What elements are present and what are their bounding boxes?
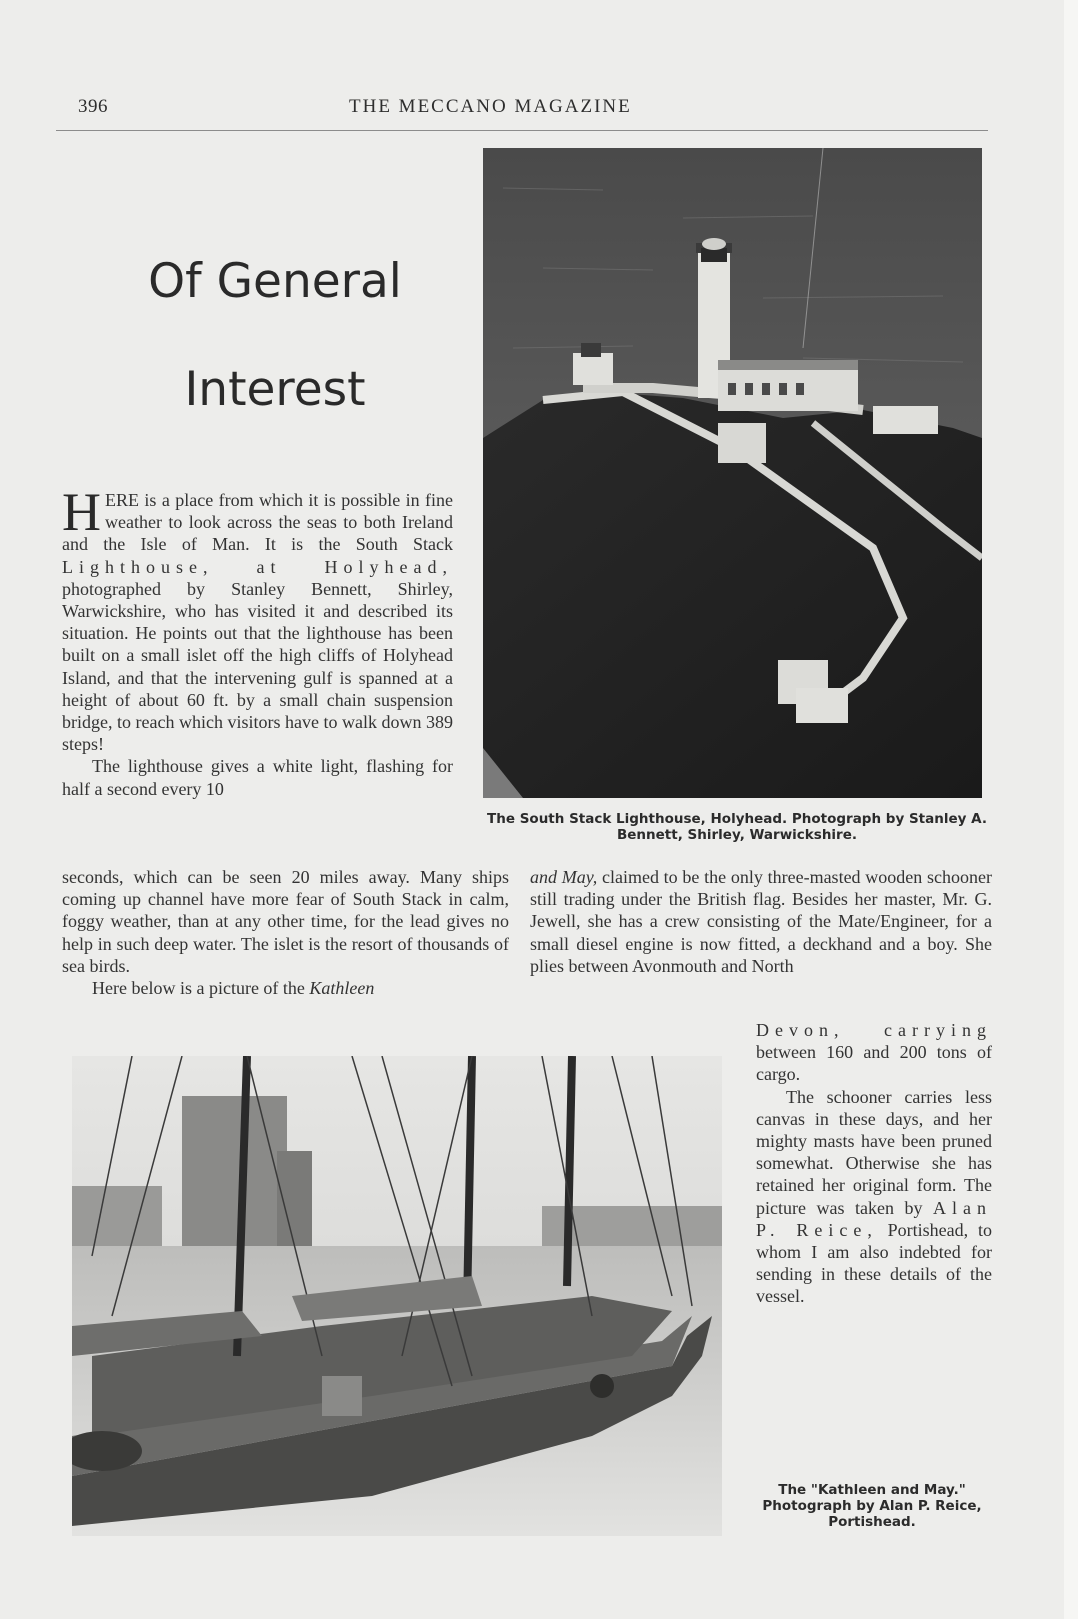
page-header xyxy=(0,96,1078,124)
text-column-upper xyxy=(62,482,453,800)
article-title xyxy=(60,228,490,444)
schooner-photo xyxy=(72,1056,722,1536)
col3-text: between 160 and 200 tons of cargo. xyxy=(756,1042,992,1085)
col3-spaced: Devon, carrying xyxy=(756,1020,992,1040)
lighthouse-photo xyxy=(483,148,982,798)
schooner-caption-line3: Portishead. xyxy=(828,1514,916,1530)
page-number: 396 xyxy=(78,96,108,117)
article-title-line2: Interest xyxy=(184,362,366,417)
para1-end: photographed by Stanley Bennett, Shirley, Warwickshire, who has visited it and described its situation. He points out that the lighthouse has been built on a small islet off the high cliffs of Holyhead Island, and that the intervening gulf is spanned at a height of about 60 ft. by a small chain suspension bridge, to reach which visitors have to walk down 389 steps! xyxy=(62,578,453,755)
text-column-right xyxy=(530,866,992,977)
para3-text: Here below is a picture of the xyxy=(92,978,310,999)
para1-spaced: Lighthouse, at Holyhead, xyxy=(62,556,453,577)
col3-end: Portishead, to whom I am also indebted for sending in these details of the vessel. xyxy=(756,1219,992,1307)
col2-italic: and May, xyxy=(530,867,598,887)
header-rule xyxy=(56,130,988,131)
col3-spaced2: Alan P. Reice, xyxy=(756,1197,992,1240)
text-column-narrow xyxy=(756,1019,992,1308)
drop-cap: H xyxy=(62,482,101,542)
text-column-lower xyxy=(62,866,509,999)
para2-wide: seconds, which can be seen 20 miles away. Many ships coming up channel have more fear of South Stack in calm, foggy weather, than at any other time, for the lead gives no help in such deep water. The islet is the resort of thousands of sea birds. xyxy=(62,867,509,976)
magazine-title: THE MECCANO MAGAZINE xyxy=(349,96,632,117)
page-edge xyxy=(1064,0,1078,1619)
col2-text: claimed to be the only three-masted wooden schooner still trading under the British flag. Besides her master, Mr. G. Jewell, she has a crew consisting of the Mate/Engineer, for a small diesel engine is now fitted, a deckhand and a boy. She plies between Avonmouth and North xyxy=(530,867,992,976)
lighthouse-caption: The South Stack Lighthouse, Holyhead. Photograph by Stanley A. Bennett, Shirley, Warwickshire. xyxy=(487,811,987,843)
schooner-caption-line1: The "Kathleen and May." xyxy=(778,1482,966,1498)
para2-narrow: The lighthouse gives a white light, flashing for half a second every 10 xyxy=(62,756,453,799)
article-title-line1: Of General xyxy=(148,254,402,309)
schooner-caption xyxy=(752,1482,992,1530)
para3-italic: Kathleen xyxy=(309,978,375,999)
para1-text: ERE is a place from which it is possible in fine weather to look across the seas to both Ireland and the Isle of Man. It is the South Stack xyxy=(62,490,453,555)
schooner-caption-line2: Photograph by Alan P. Reice, xyxy=(762,1498,982,1514)
col3-para2: The schooner carries less canvas in these days, and her mighty masts have been pruned somewhat. Otherwise she has retained her original form. The picture was taken by xyxy=(756,1086,992,1218)
